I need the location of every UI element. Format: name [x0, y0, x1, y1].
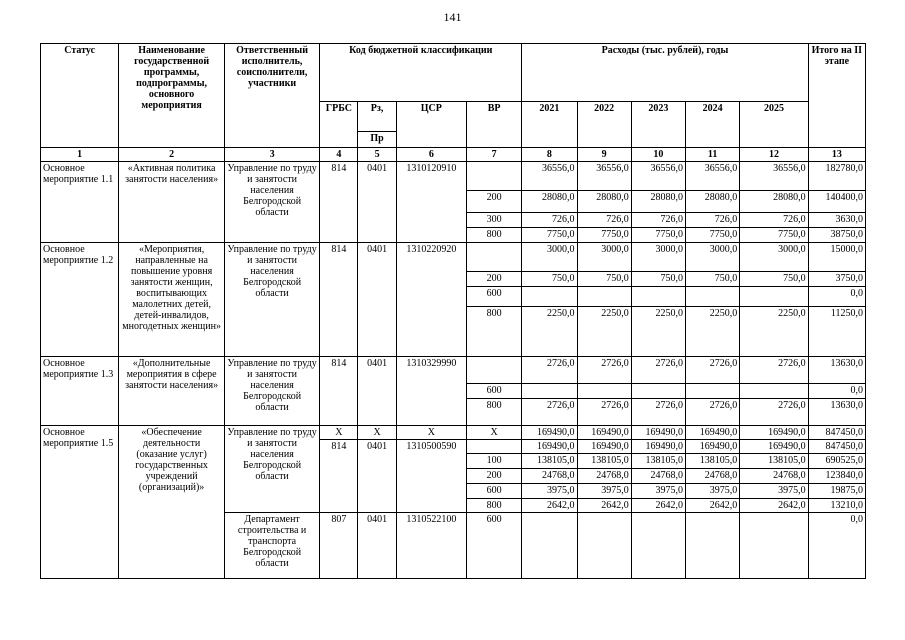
table-row	[41, 162, 866, 191]
cell-col-8: 7750,0	[522, 228, 577, 243]
cell-col-9: 7750,0	[577, 228, 631, 243]
cell-col-11: 169490,0	[686, 426, 740, 440]
cell-col-12: 28080,0	[740, 191, 808, 213]
cell-col-10: 24768,0	[631, 469, 685, 484]
column-number: 6	[396, 148, 466, 162]
cell-col-10: 750,0	[631, 272, 685, 287]
cell-col-9: 24768,0	[577, 469, 631, 484]
cell-col-2: «Дополнительные мероприятия в сфере занятости населения»	[119, 357, 225, 426]
cell-col-12	[740, 513, 808, 579]
cell-col-7: 600	[466, 484, 521, 499]
cell-col-10: 3000,0	[631, 243, 685, 272]
cell-col-13: 0,0	[808, 513, 865, 579]
cell-col-8: 726,0	[522, 213, 577, 228]
cell-col-7: 600	[466, 384, 521, 399]
cell-col-8: 2250,0	[522, 307, 577, 357]
header-year-3: 2023	[631, 102, 685, 148]
cell-col-7: 800	[466, 499, 521, 513]
cell-col-11: 2726,0	[686, 399, 740, 426]
cell-col-9: 2642,0	[577, 499, 631, 513]
cell-col-13: 0,0	[808, 287, 865, 307]
cell-col-7	[466, 243, 521, 272]
cell-col-4: 814	[320, 243, 358, 357]
column-number: 3	[224, 148, 319, 162]
header-budget-code: Код бюджетной классификации	[320, 44, 522, 102]
cell-col-7: 800	[466, 307, 521, 357]
header-total: Итого на II этапе	[808, 44, 865, 148]
cell-col-9: 36556,0	[577, 162, 631, 191]
cell-col-5: 0401	[358, 162, 396, 243]
cell-col-11: 24768,0	[686, 469, 740, 484]
header-year-1: 2021	[522, 102, 577, 148]
column-number: 5	[358, 148, 396, 162]
cell-col-8: 169490,0	[522, 440, 577, 454]
cell-col-13: 15000,0	[808, 243, 865, 272]
column-number: 12	[740, 148, 808, 162]
cell-col-9: 138105,0	[577, 454, 631, 469]
cell-col-7: X	[466, 426, 521, 440]
cell-col-12: 3975,0	[740, 484, 808, 499]
cell-col-4: 814	[320, 440, 358, 513]
cell-col-1: Основное мероприятие 1.3	[41, 357, 119, 426]
cell-col-7: 800	[466, 228, 521, 243]
cell-col-6: 1310522100	[396, 513, 466, 579]
cell-col-10: 138105,0	[631, 454, 685, 469]
cell-col-13: 123840,0	[808, 469, 865, 484]
header-executor: Ответственный исполнитель, соисполнители, участники	[224, 44, 319, 148]
cell-col-4: 814	[320, 162, 358, 243]
cell-col-11: 726,0	[686, 213, 740, 228]
cell-col-2: «Мероприятия, направленные на повышение уровня занятости женщин, воспитывающих малолетних детей, детей-инвалидов, многодетных женщин»	[119, 243, 225, 357]
cell-col-13: 19875,0	[808, 484, 865, 499]
cell-col-5: X	[358, 426, 396, 440]
cell-col-3: Управление по труду и занятости населения Белгородской области	[224, 357, 319, 426]
cell-col-2: «Обеспечение деятельности (оказание услуг) государственных учреждений (организаций)»	[119, 426, 225, 579]
cell-col-13: 182780,0	[808, 162, 865, 191]
cell-col-9: 2726,0	[577, 357, 631, 384]
cell-col-10: 2250,0	[631, 307, 685, 357]
cell-col-7: 200	[466, 272, 521, 287]
cell-col-13: 0,0	[808, 384, 865, 399]
header-expenses: Расходы (тыс. рублей), годы	[522, 44, 808, 102]
header-program: Наименование государственной программы, подпрограммы, основного мероприятия	[119, 44, 225, 148]
cell-col-13: 140400,0	[808, 191, 865, 213]
cell-col-8: 36556,0	[522, 162, 577, 191]
cell-col-9: 726,0	[577, 213, 631, 228]
column-number: 7	[466, 148, 521, 162]
cell-col-4: 814	[320, 357, 358, 426]
header-status: Статус	[41, 44, 119, 148]
cell-col-4: X	[320, 426, 358, 440]
cell-col-11: 2642,0	[686, 499, 740, 513]
cell-col-8: 2726,0	[522, 357, 577, 384]
cell-col-1: Основное мероприятие 1.2	[41, 243, 119, 357]
cell-col-10: 36556,0	[631, 162, 685, 191]
cell-col-8: 24768,0	[522, 469, 577, 484]
cell-col-13: 690525,0	[808, 454, 865, 469]
cell-col-10: 7750,0	[631, 228, 685, 243]
cell-col-8: 2726,0	[522, 399, 577, 426]
cell-col-7: 100	[466, 454, 521, 469]
cell-col-9: 3000,0	[577, 243, 631, 272]
header-vr: ВР	[466, 102, 521, 148]
cell-col-9	[577, 384, 631, 399]
cell-col-1: Основное мероприятие 1.5	[41, 426, 119, 579]
cell-col-9: 750,0	[577, 272, 631, 287]
cell-col-8: 750,0	[522, 272, 577, 287]
cell-col-12: 2726,0	[740, 399, 808, 426]
cell-col-8: 138105,0	[522, 454, 577, 469]
column-number: 4	[320, 148, 358, 162]
cell-col-10: 3975,0	[631, 484, 685, 499]
cell-col-1: Основное мероприятие 1.1	[41, 162, 119, 243]
cell-col-9: 169490,0	[577, 440, 631, 454]
cell-col-7: 800	[466, 399, 521, 426]
cell-col-11	[686, 513, 740, 579]
cell-col-8: 28080,0	[522, 191, 577, 213]
cell-col-8	[522, 384, 577, 399]
cell-col-11: 3975,0	[686, 484, 740, 499]
cell-col-12: 24768,0	[740, 469, 808, 484]
cell-col-6: 1310500590	[396, 440, 466, 513]
cell-col-8: 3975,0	[522, 484, 577, 499]
cell-col-9: 3975,0	[577, 484, 631, 499]
cell-col-11: 3000,0	[686, 243, 740, 272]
cell-col-13: 13210,0	[808, 499, 865, 513]
cell-col-10: 2726,0	[631, 399, 685, 426]
cell-col-13: 847450,0	[808, 440, 865, 454]
cell-col-13: 38750,0	[808, 228, 865, 243]
header-pr: Пр	[358, 132, 396, 148]
budget-table	[40, 43, 866, 579]
column-number: 8	[522, 148, 577, 162]
table-row	[41, 426, 866, 440]
cell-col-7: 200	[466, 469, 521, 484]
cell-col-5: 0401	[358, 357, 396, 426]
column-number: 13	[808, 148, 865, 162]
cell-col-11: 138105,0	[686, 454, 740, 469]
cell-col-3: Департамент строительства и транспорта Белгородской области	[224, 513, 319, 579]
cell-col-12: 169490,0	[740, 426, 808, 440]
cell-col-10: 28080,0	[631, 191, 685, 213]
cell-col-10: 2726,0	[631, 357, 685, 384]
cell-col-12: 3000,0	[740, 243, 808, 272]
cell-col-2: «Активная политика занятости населения»	[119, 162, 225, 243]
column-number: 11	[686, 148, 740, 162]
cell-col-12: 2642,0	[740, 499, 808, 513]
cell-col-11: 2726,0	[686, 357, 740, 384]
header-year-4: 2024	[686, 102, 740, 148]
cell-col-13: 13630,0	[808, 399, 865, 426]
table-header	[41, 44, 866, 162]
cell-col-9: 2250,0	[577, 307, 631, 357]
cell-col-7	[466, 357, 521, 384]
cell-col-6: 1310120910	[396, 162, 466, 243]
cell-col-3: Управление по труду и занятости населения Белгородской области	[224, 426, 319, 513]
header-year-2: 2022	[577, 102, 631, 148]
cell-col-10	[631, 287, 685, 307]
cell-col-12: 2726,0	[740, 357, 808, 384]
cell-col-12: 7750,0	[740, 228, 808, 243]
cell-col-12: 2250,0	[740, 307, 808, 357]
cell-col-9: 2726,0	[577, 399, 631, 426]
table-row	[41, 357, 866, 384]
cell-col-13: 847450,0	[808, 426, 865, 440]
cell-col-13: 13630,0	[808, 357, 865, 384]
cell-col-3: Управление по труду и занятости населения Белгородской области	[224, 243, 319, 357]
cell-col-10: 169490,0	[631, 426, 685, 440]
page-number: 141	[443, 10, 462, 24]
cell-col-10: 2642,0	[631, 499, 685, 513]
cell-col-11: 2250,0	[686, 307, 740, 357]
cell-col-8: 3000,0	[522, 243, 577, 272]
cell-col-7: 300	[466, 213, 521, 228]
cell-col-5: 0401	[358, 513, 396, 579]
cell-col-8	[522, 513, 577, 579]
cell-col-7: 600	[466, 287, 521, 307]
cell-col-8: 2642,0	[522, 499, 577, 513]
cell-col-13: 3750,0	[808, 272, 865, 287]
table-body	[41, 162, 866, 579]
cell-col-9	[577, 287, 631, 307]
cell-col-7	[466, 440, 521, 454]
cell-col-10	[631, 513, 685, 579]
cell-col-7	[466, 162, 521, 191]
cell-col-11: 169490,0	[686, 440, 740, 454]
cell-col-5: 0401	[358, 440, 396, 513]
cell-col-8	[522, 287, 577, 307]
header-grbs: ГРБС	[320, 102, 358, 148]
cell-col-6: 1310329990	[396, 357, 466, 426]
cell-col-6: 1310220920	[396, 243, 466, 357]
cell-col-12: 726,0	[740, 213, 808, 228]
column-number: 9	[577, 148, 631, 162]
cell-col-5: 0401	[358, 243, 396, 357]
cell-col-8: 169490,0	[522, 426, 577, 440]
cell-col-7: 600	[466, 513, 521, 579]
cell-col-12: 36556,0	[740, 162, 808, 191]
cell-col-11: 36556,0	[686, 162, 740, 191]
cell-col-11: 7750,0	[686, 228, 740, 243]
header-year-5: 2025	[740, 102, 808, 148]
cell-col-10: 169490,0	[631, 440, 685, 454]
header-csr: ЦСР	[396, 102, 466, 148]
cell-col-7: 200	[466, 191, 521, 213]
cell-col-11: 750,0	[686, 272, 740, 287]
table-row	[41, 243, 866, 272]
cell-col-12	[740, 287, 808, 307]
cell-col-11	[686, 384, 740, 399]
cell-col-11: 28080,0	[686, 191, 740, 213]
column-number-row	[41, 148, 866, 162]
cell-col-12	[740, 384, 808, 399]
cell-col-9	[577, 513, 631, 579]
cell-col-4: 807	[320, 513, 358, 579]
cell-col-3: Управление по труду и занятости населения Белгородской области	[224, 162, 319, 243]
cell-col-12: 750,0	[740, 272, 808, 287]
column-number: 10	[631, 148, 685, 162]
column-number: 2	[119, 148, 225, 162]
cell-col-10	[631, 384, 685, 399]
cell-col-13: 3630,0	[808, 213, 865, 228]
cell-col-9: 169490,0	[577, 426, 631, 440]
cell-col-12: 138105,0	[740, 454, 808, 469]
column-number: 1	[41, 148, 119, 162]
cell-col-13: 11250,0	[808, 307, 865, 357]
cell-col-11	[686, 287, 740, 307]
header-rz: Рз,	[358, 102, 396, 132]
cell-col-6: X	[396, 426, 466, 440]
cell-col-9: 28080,0	[577, 191, 631, 213]
cell-col-12: 169490,0	[740, 440, 808, 454]
cell-col-10: 726,0	[631, 213, 685, 228]
